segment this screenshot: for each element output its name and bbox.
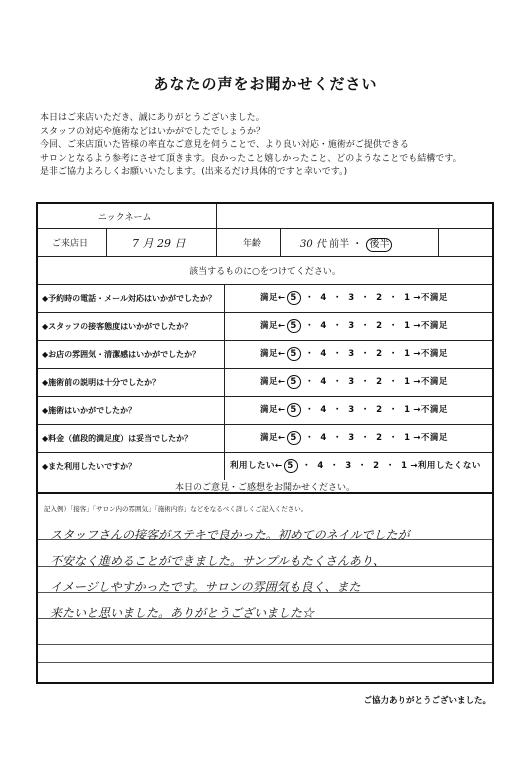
rating-option-3[interactable]: 3 [348,377,355,387]
nickname-label: ニックネーム [98,213,152,223]
scale-right-label: →不満足 [413,433,448,443]
question-text: ◆予約時の電話・メール対応はいかがでしたか？ [42,294,216,303]
scale-sep: ・ [357,293,374,303]
intro-text [40,112,510,180]
rating-scale [230,459,481,473]
scale-sep: ・ [357,349,374,359]
rating-option-1[interactable]: 1 [404,321,411,331]
comment-line[interactable]: 来たいと思いました。ありがとうございました☆ [50,606,315,620]
scale-right-label: →不満足 [413,349,448,359]
scale-sep: ・ [298,461,315,471]
rating-option-3[interactable]: 3 [348,349,355,359]
scale-sep: ・ [301,405,318,415]
rating-scale [260,291,448,305]
rating-scale [260,375,448,389]
rating-option-1[interactable]: 1 [404,405,411,415]
scale-sep: ・ [329,377,346,387]
scale-right-label: →不満足 [413,405,448,415]
scale-left-label: 満足← [260,321,286,331]
rating-option-5[interactable]: 5 [287,347,301,361]
rating-option-5[interactable]: 5 [287,291,301,305]
rating-option-1[interactable]: 1 [404,433,411,443]
rating-option-5[interactable]: 5 [287,375,301,389]
rating-option-3[interactable]: 3 [345,461,352,471]
scale-left-label: 満足← [260,377,286,387]
rating-option-2[interactable]: 2 [376,321,383,331]
rating-option-1[interactable]: 1 [404,377,411,387]
scale-sep: ・ [382,461,399,471]
age-field[interactable] [300,235,393,252]
rating-option-2[interactable]: 2 [376,405,383,415]
rating-option-5[interactable]: 5 [287,431,301,445]
question-text: ◆料金（値段的満足度）は妥当でしたか？ [42,434,193,443]
intro-line: サロンとなるよう参考にさせて頂きます。良かったこと嬉しかったこと、どのようなことでも結構です。 [40,153,462,164]
scale-sep: ・ [329,349,346,359]
rating-option-4[interactable]: 4 [320,433,327,443]
rating-option-3[interactable]: 3 [348,405,355,415]
instruction: 該当するものに○をつけてください。 [189,267,341,277]
rating-option-4[interactable]: 4 [317,461,324,471]
scale-sep: ・ [385,293,402,303]
rating-option-5[interactable]: 5 [287,319,301,333]
question-text: ◆また利用したいですか？ [42,462,137,471]
rating-option-1[interactable]: 1 [404,293,411,303]
comment-line[interactable]: スタッフさんの接客がステキで良かった。初めてのネイルでしたが [50,528,410,542]
scale-left-label: 満足← [260,405,286,415]
intro-line: 今回、ご来店頂いた皆様の率直なご意見を伺うことで、より良い対応・施術がご提供できる [40,140,409,150]
visit-date-value[interactable]: 7 月 29 日 [132,237,186,250]
scale-sep: ・ [385,433,402,443]
rating-option-4[interactable]: 4 [320,349,327,359]
scale-sep: ・ [329,293,346,303]
rating-option-3[interactable]: 3 [348,433,355,443]
scale-sep: ・ [301,377,318,387]
intro-line: 本日はご来店いただき、誠にありがとうございました。 [40,113,265,123]
rating-option-1[interactable]: 1 [401,461,408,471]
scale-sep: ・ [326,461,343,471]
scale-sep: ・ [385,321,402,331]
scale-sep: ・ [354,461,371,471]
rating-option-2[interactable]: 2 [376,293,383,303]
page-title: あなたの声をお聞かせください [153,75,378,93]
intro-line: 是非ご協力よろしくお願いいたします。(出来るだけ具体的ですと幸いです。) [40,167,348,177]
scale-sep: ・ [357,321,374,331]
comment-example: 記入例）「接客」「サロン内の雰囲気」「施術内容」などをなるべく詳しくご記入ください。 [44,505,308,513]
rating-scale [260,319,448,333]
age-label: 年齢 [243,239,262,249]
visit-date-label: ご来店日 [52,239,89,249]
intro-line: スタッフの対応や施術などはいかがでしたでしょうか？ [40,126,266,137]
age-sep: ・ [352,239,363,250]
scale-right-label: →不満足 [413,321,448,331]
rating-option-3[interactable]: 3 [348,321,355,331]
age-first-half: 前半 [329,239,350,250]
scale-left-label: 満足← [260,349,286,359]
comment-box [36,483,494,684]
scale-sep: ・ [329,405,346,415]
question-text: ◆スタッフの接客態度はいかがでしたか？ [42,322,193,331]
scale-sep: ・ [329,433,346,443]
rating-option-2[interactable]: 2 [376,349,383,359]
scale-right-label: →利用したくない [410,461,481,471]
question-text: ◆施術前の説明は十分でしたか？ [42,378,161,387]
age-value: 30 代 [300,239,326,250]
rating-option-2[interactable]: 2 [376,377,383,387]
age-second-half[interactable]: 後半 [366,238,392,252]
scale-sep: ・ [301,321,318,331]
comment-header: 本日のご意見・ご感想をお聞かせください。 [174,483,355,493]
scale-sep: ・ [357,377,374,387]
scale-sep: ・ [385,405,402,415]
scale-sep: ・ [385,377,402,387]
rating-option-4[interactable]: 4 [320,293,327,303]
rating-option-1[interactable]: 1 [404,349,411,359]
question-text: ◆施術はいかがでしたか？ [42,406,137,415]
scale-sep: ・ [301,433,318,443]
rating-option-4[interactable]: 4 [320,321,327,331]
rating-option-5[interactable]: 5 [287,403,301,417]
scale-sep: ・ [385,349,402,359]
survey-form [36,202,494,494]
scale-sep: ・ [301,349,318,359]
rating-option-4[interactable]: 4 [320,377,327,387]
scale-left-label: 利用したい← [230,461,283,471]
comment-line[interactable]: イメージしやすかったです。サロンの雰囲気も良く、また [50,580,361,594]
question-text: ◆お店の雰囲気・清潔感はいかがでしたか？ [42,350,201,359]
rating-scale [260,431,448,445]
rating-option-3[interactable]: 3 [348,293,355,303]
scale-left-label: 満足← [260,293,286,303]
scale-sep: ・ [357,405,374,415]
scale-right-label: →不満足 [413,293,448,303]
scale-right-label: →不満足 [413,377,448,387]
scale-sep: ・ [357,433,374,443]
rating-option-2[interactable]: 2 [376,433,383,443]
scale-sep: ・ [301,293,318,303]
thanks-text: ご協力ありがとうございました。 [363,696,491,706]
rating-scale [260,403,448,417]
comment-line[interactable]: 不安なく進めることができました。サンプルもたくさんあり、 [50,554,385,568]
rating-option-5[interactable]: 5 [284,459,298,473]
rating-scale [260,347,448,361]
rating-option-4[interactable]: 4 [320,405,327,415]
scale-left-label: 満足← [260,433,286,443]
rating-option-2[interactable]: 2 [373,461,380,471]
scale-sep: ・ [329,321,346,331]
